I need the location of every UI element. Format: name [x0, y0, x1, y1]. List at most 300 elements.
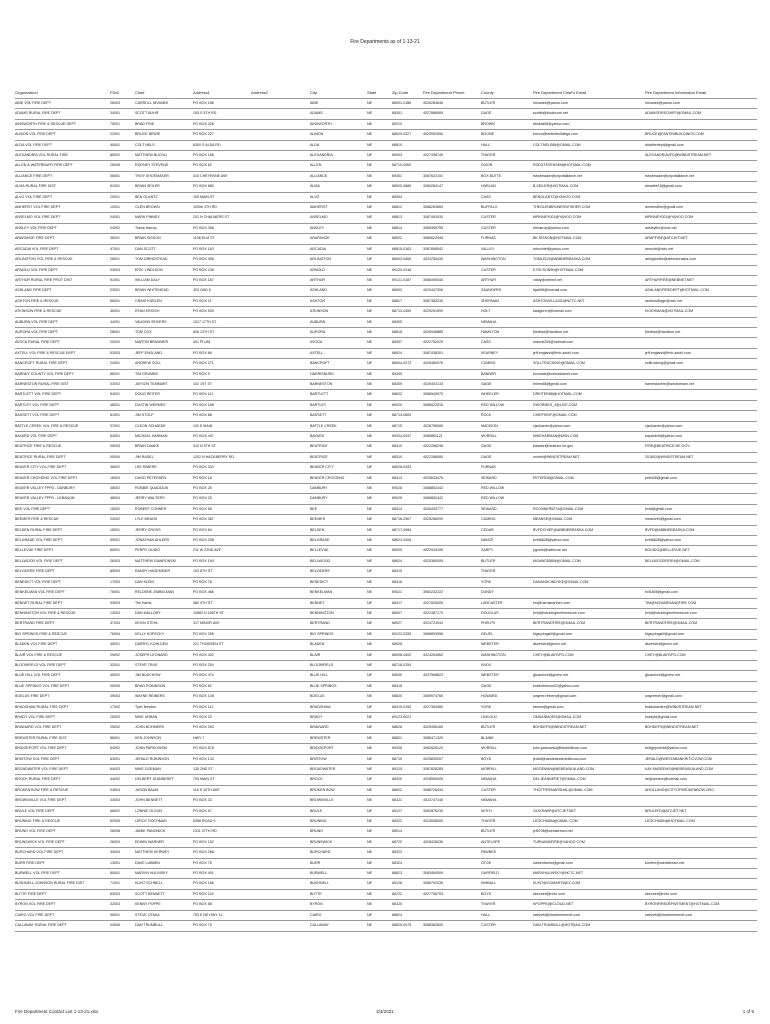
table-cell: LYLE MEANS	[135, 515, 193, 525]
table-cell	[251, 785, 310, 795]
table-cell: NE	[367, 681, 392, 691]
table-cell: 68930	[392, 671, 423, 681]
table-cell: 3085861121	[423, 432, 481, 442]
table-row	[15, 525, 757, 535]
table-cell: ARAPAHOE	[310, 234, 367, 244]
table-cell: 16004	[110, 473, 135, 483]
table-row	[15, 359, 757, 369]
table-cell: ASHTON FIRE & RESCUE	[15, 296, 110, 306]
table-cell: PO BOX 68	[193, 411, 251, 421]
table-cell	[251, 619, 310, 629]
table-cell: ARCADIA VOL FIRE DEPT	[15, 244, 110, 254]
table-cell: 68813	[392, 213, 423, 223]
table-cell: BRADSHAW RURAL FIRE DEPT	[15, 702, 110, 712]
table-cell: BEE	[310, 504, 367, 514]
table-cell: 68004-0272	[392, 359, 423, 369]
table-cell: CAIRO VOL FIRE DEPT	[15, 910, 110, 920]
table-cell: 3086792036	[423, 879, 481, 889]
table-cell	[251, 442, 310, 452]
table-cell: BRUCE@FANTINIBUILDINGS.COM	[645, 130, 757, 140]
table-cell: BROADWATER VOL FIRE DEPT	[15, 765, 110, 775]
table-cell: ansleyfire@nctc.net	[645, 223, 757, 233]
table-cell	[645, 161, 757, 171]
table-cell: TOM GRINDSTEAD	[135, 255, 193, 265]
table-cell: ARAPFIRE@ATCJET.NET	[645, 234, 757, 244]
table-cell: bridgeportvfd@yahoo.com	[645, 744, 757, 754]
table-cell: ALLIANCE	[310, 171, 367, 181]
table-cell: 69345	[392, 369, 423, 379]
table-cell: 86001	[110, 369, 135, 379]
table-cell: PO BOX 9	[193, 369, 251, 379]
table-row	[15, 421, 757, 431]
table-cell: NE	[367, 588, 392, 598]
table-row	[15, 203, 757, 213]
table-cell	[645, 369, 757, 379]
table-cell	[251, 775, 310, 785]
table-cell: lubbenfarms@gmail.com	[533, 858, 645, 868]
table-cell: BLUE HILL	[310, 671, 367, 681]
table-cell: tshoemaker@cityofalliance.net	[645, 171, 757, 181]
table-cell: DANBURY	[310, 494, 367, 504]
table-row	[15, 473, 757, 483]
table-cell: JAMIE PANONICK	[135, 827, 193, 837]
table-cell: 68319-0152	[392, 702, 423, 712]
table-cell: DARRYL KOHLDEN	[135, 640, 193, 650]
table-row	[15, 171, 757, 181]
table-cell: KLINT SCHNELL	[135, 879, 193, 889]
table-cell: AINSWORTH	[310, 119, 367, 129]
table-cell: 64002	[110, 744, 135, 754]
table-cell: cjschaede@yahoo.com	[533, 421, 645, 431]
table-row	[15, 265, 757, 275]
table-row	[15, 244, 757, 254]
table-cell: NE	[367, 255, 392, 265]
table-cell: MARTIN BRAMMER	[135, 338, 193, 348]
table-cell: BRULE VOL FIRE DEPT	[15, 806, 110, 816]
table-row	[15, 109, 757, 119]
table-cell: BURCHARD VOL FIRE DEPT	[15, 848, 110, 858]
table-cell: BENKELMAN VOL FIRE DEPT	[15, 588, 110, 598]
table-cell: ARNOLD	[310, 265, 367, 275]
table-cell	[533, 733, 645, 743]
table-cell: 06001	[110, 171, 135, 181]
table-cell: CUSTER	[481, 785, 533, 795]
table-cell: BELLWOOD	[310, 556, 367, 566]
table-row	[15, 452, 757, 462]
table-cell: 3088852442	[423, 494, 481, 504]
table-cell: NE	[367, 130, 392, 140]
table-row	[15, 255, 757, 265]
footer-filename: Fire Department Contact List 1-13-21.xlsx	[15, 1009, 99, 1014]
table-cell: 68310	[392, 452, 423, 462]
table-cell	[251, 660, 310, 670]
table-cell: ANSELMO	[310, 213, 367, 223]
table-cell: COLT NELS	[135, 140, 193, 150]
table-row	[15, 161, 757, 171]
table-cell: 705 MAIN ST	[193, 775, 251, 785]
table-cell: ROBERT CONNER	[135, 504, 193, 514]
table-cell: 4022387170	[423, 608, 481, 618]
table-row	[15, 307, 757, 317]
table-cell	[251, 692, 310, 702]
table-cell: 68716-0367	[392, 515, 423, 525]
table-cell: 3087622151	[423, 171, 481, 181]
table-cell: PO BOX 166	[193, 879, 251, 889]
table-cell: 04004	[110, 785, 135, 795]
table-cell: RED WILLOW	[481, 494, 533, 504]
table-cell: BEATRICE	[310, 452, 367, 462]
table-cell: BRIDGEPORT VOL FIRE DEPT	[15, 744, 110, 754]
table-cell: NE	[367, 650, 392, 660]
table-cell: NANCE	[481, 536, 533, 546]
table-cell: PO BOX 152	[193, 837, 251, 847]
table-cell: PO BOX 187	[193, 275, 251, 285]
table-cell	[533, 848, 645, 858]
table-cell	[251, 765, 310, 775]
table-cell: PO BOX 18	[193, 473, 251, 483]
table-cell: BRUNO VOL FIRE DEPT	[15, 827, 110, 837]
table-cell	[423, 192, 481, 202]
table-cell: PO BOX 133	[193, 754, 251, 764]
table-cell: MARVHULINSKY@NCTC.NET	[533, 869, 645, 879]
table-cell: sbennett@nntc.com	[533, 889, 645, 899]
table-cell: 3088362600	[423, 921, 481, 931]
table-cell	[533, 151, 645, 161]
table-cell: 4026480076	[423, 359, 481, 369]
table-row	[15, 556, 757, 566]
table-cell: 69301	[392, 171, 423, 181]
table-cell	[251, 317, 310, 327]
table-cell: BURWELL VOL FIRE DEPT	[15, 869, 110, 879]
table-cell: 49003	[110, 692, 135, 702]
table-cell: BRADY	[310, 712, 367, 722]
table-cell: PO BOX 255	[193, 629, 251, 639]
table-cell: bvf1808@gmail.com	[645, 588, 757, 598]
table-cell: NE	[367, 192, 392, 202]
table-row	[15, 858, 757, 868]
table-cell: BRIAN SISSON	[135, 234, 193, 244]
table-cell: BRAINARD VOL FIRE DEPT	[15, 723, 110, 733]
table-cell	[251, 577, 310, 587]
table-cell: ALLEN & WATERBURY FIRE DEPT	[15, 161, 110, 171]
table-cell: PO BOX 406	[193, 255, 251, 265]
table-cell: LEROY ROCHMAN	[135, 817, 193, 827]
table-cell: PO BOX 268	[193, 848, 251, 858]
table-cell: BELLEVUE	[310, 546, 367, 556]
table-cell: 6356 ROAD 9	[193, 817, 251, 827]
table-cell: GAGE	[481, 109, 533, 119]
table-cell: bigspringsfd@gmail.com	[645, 629, 757, 639]
table-cell	[533, 494, 645, 504]
table-cell	[251, 244, 310, 254]
table-cell: MARK PINNEY	[135, 213, 193, 223]
table-cell: 3086490040	[423, 275, 481, 285]
table-cell: PO BOX 25	[193, 494, 251, 504]
table-cell: EDWIN WARNER	[135, 837, 193, 847]
table-cell: NE	[367, 99, 392, 109]
table-cell: NE	[367, 806, 392, 816]
table-cell: BEAVER VALLEY FPPD - DANBURY	[15, 484, 110, 494]
table-cell: BEAVER CITY VOL FIRE DEPT	[15, 463, 110, 473]
table-cell	[251, 567, 310, 577]
table-cell	[251, 286, 310, 296]
table-cell: BOHDEFS@WINDSTREAM.NET	[645, 723, 757, 733]
table-cell: 63003	[110, 889, 135, 899]
table-cell: BRIDGEPORT	[310, 744, 367, 754]
table-cell: 68008-0402	[392, 650, 423, 660]
table-cell	[645, 827, 757, 837]
table-cell: 15001	[110, 525, 135, 535]
table-cell: BROWNVILLE	[310, 796, 367, 806]
table-cell: 68001-0186	[392, 99, 423, 109]
table-cell	[251, 452, 310, 462]
table-cell: ALLIANCE FIRE DEPT	[15, 171, 110, 181]
table-cell: 606 13TH ST	[193, 327, 251, 337]
table-cell: BERTRANDFIRE@GMAIL.COM	[533, 619, 645, 629]
table-cell: bricon@fantinibuildings.com	[533, 130, 645, 140]
table-cell: NE	[367, 411, 392, 421]
table-cell: ATKINSON	[310, 307, 367, 317]
table-cell: 3088893556	[423, 629, 481, 639]
table-cell: 3087828285	[423, 765, 481, 775]
table-cell: DAN MALLORY	[135, 608, 193, 618]
table-cell	[251, 296, 310, 306]
table-cell: jeff.england@frnb-axtell.com	[645, 348, 757, 358]
table-cell: ASHTON	[310, 296, 367, 306]
table-cell: DAN TRUMBULL	[135, 921, 193, 931]
table-cell: KIOEHMAN@HOTMAIL.COM	[645, 307, 757, 317]
table-cell: OLSONWP@ATCJET.NET	[533, 806, 645, 816]
table-cell: BARTLEY	[310, 400, 367, 410]
table-cell: 401 PLUM	[193, 338, 251, 348]
table-cell: 47001	[110, 244, 135, 254]
table-cell: jjbuschow@gmmc.net	[533, 671, 645, 681]
table-cell: NE	[367, 296, 392, 306]
table-cell	[251, 130, 310, 140]
table-cell	[251, 359, 310, 369]
table-cell: almafire18@gmail.com	[645, 182, 757, 192]
table-row	[15, 817, 757, 827]
table-cell: 68321	[392, 796, 423, 806]
table-cell	[423, 536, 481, 546]
table-cell: NE	[367, 338, 392, 348]
table-cell: NE	[367, 733, 392, 743]
table-cell: bvfd8828@yahoo.com	[645, 536, 757, 546]
table-cell: BRISTOW	[310, 754, 367, 764]
table-cell: BOYD	[481, 754, 533, 764]
table-cell: PO BOX 236	[193, 265, 251, 275]
table-cell: LEE SIMERS	[135, 463, 193, 473]
table-cell: CASS	[481, 338, 533, 348]
table-cell: 100 E MAIN	[193, 421, 251, 431]
table-cell: 04002	[110, 223, 135, 233]
table-cell: BLADEN VOL FIRE DEPT	[15, 640, 110, 650]
table-cell: BOELUS FIRE DEPT	[15, 692, 110, 702]
table-cell: 20002	[110, 338, 135, 348]
table-cell: KEN JOHNSON	[135, 733, 193, 743]
table-row	[15, 921, 757, 931]
table-cell: AMHERST	[310, 203, 367, 213]
table-cell: KLINT@GOMARTINEZ.COM	[533, 879, 645, 889]
table-row	[15, 588, 757, 598]
table-row	[15, 223, 757, 233]
table-cell: BRAD ROBINSON	[135, 681, 193, 691]
table-cell: RED WILLOW	[481, 484, 533, 494]
table-cell: 68922	[392, 234, 423, 244]
table-cell: PO BOX 21	[193, 296, 251, 306]
table-row	[15, 744, 757, 754]
table-cell: PO BOX 84	[193, 525, 251, 535]
table-cell: BLOOMFIELD	[310, 660, 367, 670]
table-row	[15, 598, 757, 608]
table-cell: 63001	[110, 754, 135, 764]
table-cell: 4028426036	[423, 837, 481, 847]
table-cell: NE	[367, 327, 392, 337]
table-cell: solltrucking@gmail.com	[645, 359, 757, 369]
table-cell: NE	[367, 161, 392, 171]
table-cell: 68920-0680	[392, 182, 423, 192]
table-row	[15, 369, 757, 379]
table-cell	[423, 577, 481, 587]
table-cell	[251, 255, 310, 265]
table-cell	[251, 494, 310, 504]
table-cell	[251, 879, 310, 889]
table-cell: CUMING	[481, 359, 533, 369]
table-cell: 48004	[110, 494, 135, 504]
table-cell: 4023952650	[423, 130, 481, 140]
table-cell: 68928	[392, 640, 423, 650]
table-cell: 26003	[110, 556, 135, 566]
table-cell: 303 OAD 6	[193, 286, 251, 296]
table-cell: PO BOX 76	[193, 577, 251, 587]
table-cell: NE	[367, 827, 392, 837]
table-cell: BIG SPRINGS FIRE & RESCUE	[15, 629, 110, 639]
table-cell: MATTHEW BUCHLI	[135, 151, 193, 161]
table-cell: THAYER	[481, 151, 533, 161]
table-cell: 68005	[392, 546, 423, 556]
table-cell: PO BOX 62	[193, 161, 251, 171]
table-cell: AXTELL VOL FIRE & RESCUE DEPT	[15, 348, 110, 358]
table-cell	[251, 203, 310, 213]
table-cell: MORRILL	[481, 432, 533, 442]
table-cell: ABIE	[310, 99, 367, 109]
table-cell: 68003	[392, 286, 423, 296]
table-cell: NE	[367, 275, 392, 285]
table-row	[15, 119, 757, 129]
table-cell: BEN GLANTZ	[135, 192, 193, 202]
table-cell: BELLWOODFIRE4@GMAIL.COM	[645, 556, 757, 566]
table-cell: ALEXANDRIA VOL RURAL FIRE	[15, 151, 110, 161]
table-cell	[251, 213, 310, 223]
table-cell: 68815-0163	[392, 244, 423, 254]
table-cell: 4022933159	[423, 546, 481, 556]
table-cell	[251, 598, 310, 608]
table-cell: HARLAN	[481, 182, 533, 192]
table-cell: NE	[367, 307, 392, 317]
table-cell: DIXON	[481, 161, 533, 171]
table-cell: CUSTER	[481, 921, 533, 931]
table-cell	[645, 869, 757, 879]
table-cell: NE	[367, 660, 392, 670]
table-cell: MICHAEL HARMAN	[135, 432, 193, 442]
table-cell	[251, 796, 310, 806]
table-cell: 3089284147	[423, 182, 481, 192]
table-cell: DWORMES_4@LIVE.COM	[533, 400, 645, 410]
table-cell: NE	[367, 400, 392, 410]
table-cell: 105 S 5TH RD	[193, 109, 251, 119]
table-cell: 68323	[392, 848, 423, 858]
column-header: Chief	[135, 88, 193, 99]
table-cell: THAYER	[481, 567, 533, 577]
table-cell: BRUNING FIRE & RESCUE	[15, 817, 110, 827]
table-cell: CLEON SCHAEDE	[135, 421, 193, 431]
table-cell: DUSTIN WERMES	[135, 400, 193, 410]
table-cell: BARTLEY VOL FIRE DEPT	[15, 400, 110, 410]
table-row	[15, 442, 757, 452]
table-row	[15, 681, 757, 691]
table-cell: 36001	[110, 234, 135, 244]
table-cell	[251, 223, 310, 233]
table-cell: KEITH	[481, 806, 533, 816]
table-cell: YORK	[481, 702, 533, 712]
column-header: Fire Department Phone	[423, 88, 481, 99]
table-row	[15, 754, 757, 764]
table-cell: PO BOX 68	[193, 900, 251, 910]
column-header: County	[481, 88, 533, 99]
table-cell: MADISON	[481, 421, 533, 431]
table-cell: 4025286090	[423, 515, 481, 525]
table-cell: NE	[367, 379, 392, 389]
table-row	[15, 432, 757, 442]
table-cell	[251, 525, 310, 535]
table-cell: pguido@bellevue.net	[533, 546, 645, 556]
table-cell	[645, 463, 757, 473]
table-cell: RYAN KRIOSH	[135, 307, 193, 317]
table-row	[15, 338, 757, 348]
table-cell: JOSEPH LEONARD	[135, 650, 193, 660]
table-cell: 4026284646	[423, 99, 481, 109]
table-cell: ARLINGTON	[310, 255, 367, 265]
table-cell: NE	[367, 317, 392, 327]
table-cell	[423, 161, 481, 171]
table-cell: NE	[367, 390, 392, 400]
table-cell: 68324	[392, 858, 423, 868]
table-cell	[251, 421, 310, 431]
table-row	[15, 671, 757, 681]
table-cell: meanlve0@gmail.com	[645, 515, 757, 525]
table-cell: BEATRICE FIRE & RESCUE	[15, 442, 110, 452]
table-cell: WAYNE REINERS	[135, 692, 193, 702]
table-cell	[423, 411, 481, 421]
table-cell: NE	[367, 515, 392, 525]
table-cell	[423, 265, 481, 275]
column-header: State	[367, 88, 392, 99]
table-cell: KELLY KOPECKY	[135, 629, 193, 639]
table-row	[15, 712, 757, 722]
table-cell: AUBURN VOL FIRE DEPT	[15, 317, 110, 327]
table-cell	[645, 796, 757, 806]
column-header: FDID	[110, 88, 135, 99]
table-cell: TIM@HOWARDANDFIRE.COM	[645, 598, 757, 608]
table-cell: NE	[367, 369, 392, 379]
table-cell: CARROLL NIVANEK	[135, 99, 193, 109]
table-cell: STEVE OTAKA	[135, 910, 193, 920]
table-row	[15, 275, 757, 285]
table-cell: 68620-0227	[392, 130, 423, 140]
table-cell: cairovfd@charterinternet.com	[533, 910, 645, 920]
table-cell	[645, 921, 757, 931]
table-cell: ALVO	[310, 192, 367, 202]
